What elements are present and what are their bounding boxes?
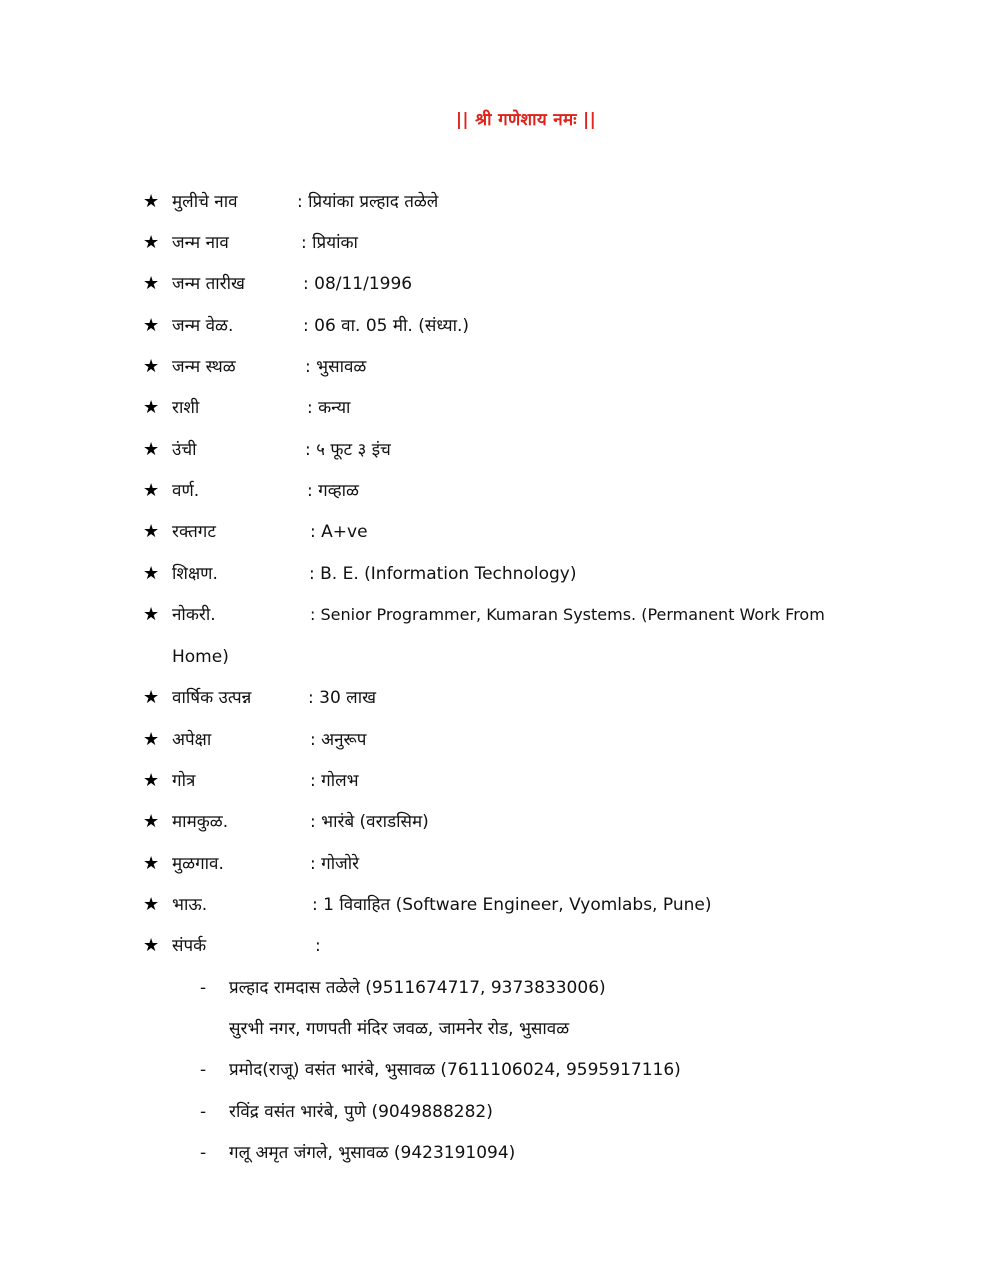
field-label: जन्म वेळ.: [172, 316, 234, 336]
star-icon: ★: [143, 273, 160, 294]
dash-bullet: -: [200, 1143, 207, 1163]
star-icon: ★: [143, 604, 160, 625]
star-icon: ★: [143, 521, 160, 542]
dash-bullet: -: [200, 1102, 207, 1122]
field-value: : प्रियांका प्रल्हाद तळेले: [297, 192, 439, 212]
star-icon: ★: [143, 935, 160, 956]
field-value: : ५ फूट ३ इंच: [305, 440, 391, 460]
star-icon: ★: [143, 853, 160, 874]
field-label: नोकरी.: [172, 605, 216, 625]
field-label: मामकुळ.: [172, 812, 229, 832]
field-value: : भारंबे (वराडसिम): [310, 812, 429, 832]
star-icon: ★: [143, 563, 160, 584]
field-value: : 30 लाख: [308, 688, 377, 708]
star-icon: ★: [143, 770, 160, 791]
field-value: : A+ve: [310, 522, 368, 542]
field-label: भाऊ.: [172, 895, 208, 915]
field-value: : अनुरूप: [310, 730, 367, 750]
field-label: रक्तगट: [172, 522, 216, 542]
dash-bullet: -: [200, 1060, 207, 1080]
dash-bullet: -: [200, 978, 207, 998]
star-icon: ★: [143, 397, 160, 418]
field-value: : गोजोरे: [310, 854, 360, 874]
invocation-heading: || श्री गणेशाय नमः ||: [455, 110, 597, 130]
field-value: : Senior Programmer, Kumaran Systems. (Permanent Work From: [310, 605, 825, 624]
star-icon: ★: [143, 191, 160, 212]
contact-item: [0, 1055, 986, 1085]
field-label: मुळगाव.: [172, 854, 224, 874]
star-icon: ★: [143, 687, 160, 708]
field-value: : भुसावळ: [305, 357, 367, 377]
field-value: : 08/11/1996: [303, 274, 413, 294]
contact-text: प्रल्हाद रामदास तळेले (9511674717, 9373833006): [229, 978, 606, 998]
star-icon: ★: [143, 315, 160, 336]
star-icon: ★: [143, 729, 160, 750]
star-icon: ★: [143, 439, 160, 460]
field-label: राशी: [172, 398, 200, 418]
star-icon: ★: [143, 232, 160, 253]
field-label: मुलीचे नाव: [172, 192, 238, 212]
contact-text: गलू अमृत जंगले, भुसावळ (9423191094): [229, 1143, 516, 1163]
contact-text: रविंद्र वसंत भारंबे, पुणे (9049888282): [229, 1102, 493, 1122]
field-label: जन्म तारीख: [172, 274, 245, 294]
field-value: : 1 विवाहित (Software Engineer, Vyomlabs, Pune): [312, 895, 712, 915]
field-label: उंची: [172, 440, 197, 460]
contact-item: [0, 973, 986, 1003]
field-label: अपेक्षा: [172, 730, 212, 750]
contact-item: [0, 1097, 986, 1127]
field-value: : B. E. (Information Technology): [309, 564, 577, 584]
field-label: संपर्क: [172, 936, 207, 956]
contact-text: प्रमोद(राजू) वसंत भारंबे, भुसावळ (7611106024, 9595917116): [229, 1060, 681, 1080]
field-label: जन्म नाव: [172, 233, 229, 253]
field-value: : गव्हाळ: [307, 481, 359, 501]
field-value: : गोलभ: [310, 771, 359, 791]
star-icon: ★: [143, 356, 160, 377]
field-value: :: [315, 936, 321, 956]
star-icon: ★: [143, 480, 160, 501]
field-label: वर्ण.: [172, 481, 200, 501]
field-label: जन्म स्थळ: [172, 357, 236, 377]
field-value-continuation: Home): [172, 647, 229, 667]
field-value: : 06 वा. 05 मी. (संध्या.): [303, 316, 470, 336]
field-label: शिक्षण.: [172, 564, 218, 584]
field-value: : कन्या: [307, 398, 351, 418]
contact-item: [0, 1138, 986, 1168]
star-icon: ★: [143, 811, 160, 832]
star-icon: ★: [143, 894, 160, 915]
field-label: वार्षिक उत्पन्न: [172, 688, 252, 708]
contact-address: सुरभी नगर, गणपती मंदिर जवळ, जामनेर रोड, भुसावळ: [229, 1019, 570, 1039]
field-label: गोत्र: [172, 771, 196, 791]
field-value: : प्रियांका: [301, 233, 358, 253]
